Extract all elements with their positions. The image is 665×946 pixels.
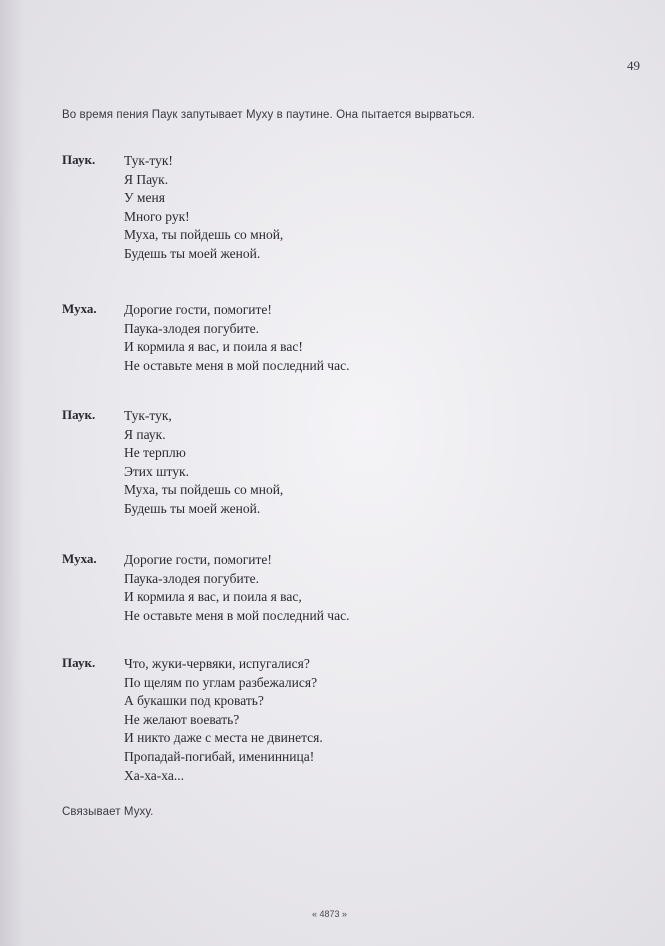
stage-direction-intro: Во время пения Паук запутывает Муху в паутине. Она пытается вырваться. bbox=[62, 109, 475, 121]
speech-line: Этих штук. bbox=[124, 463, 189, 479]
speech-line: Будешь ты моей женой. bbox=[124, 245, 261, 261]
speaker-name: Муха. bbox=[62, 551, 97, 566]
speech-line: Не терплю bbox=[124, 445, 186, 461]
speech-line: Будешь ты моей женой. bbox=[124, 500, 261, 516]
speaker-name: Паук. bbox=[62, 152, 96, 167]
page-gutter-shadow bbox=[0, 0, 24, 946]
speech-line: Паука-злодея погубите. bbox=[124, 320, 259, 336]
speech-line: Я Паук. bbox=[124, 171, 169, 187]
speech-line: И никто даже с места не двинется. bbox=[124, 730, 323, 746]
speech-lines bbox=[124, 551, 349, 625]
speech-line: По щелям по углам разбежалися? bbox=[124, 674, 318, 690]
speech-line: Муха, ты пойдешь со мной, bbox=[124, 482, 284, 498]
stage-direction-outro: Связывает Муху. bbox=[62, 806, 154, 818]
speech-line: Пропадай-погибай, именинница! bbox=[124, 748, 315, 764]
speech-line: Тук-тук, bbox=[124, 408, 172, 423]
speech-line: Тук-тук! bbox=[124, 153, 173, 168]
speech-line: Что, жуки-червяки, испугалися? bbox=[124, 656, 310, 671]
speech-line: Дорогие гости, помогите! bbox=[124, 552, 272, 567]
speech-line: И кормила я вас, и поила я вас! bbox=[124, 339, 303, 355]
speech-line: Не оставьте меня в мой последний час. bbox=[124, 357, 350, 373]
speech-line: Много рук! bbox=[124, 208, 190, 224]
speech-line: Не оставьте меня в мой последний час. bbox=[124, 607, 350, 623]
speech-lines bbox=[124, 152, 283, 264]
speech-line: Я паук. bbox=[124, 426, 166, 442]
speech-line: Дорогие гости, помогите! bbox=[124, 302, 272, 317]
speaker-name: Муха. bbox=[62, 301, 97, 316]
speech-line: И кормила я вас, и поила я вас, bbox=[124, 589, 302, 605]
speech-line: Муха, ты пойдешь со мной, bbox=[124, 227, 284, 243]
speaker-name: Паук. bbox=[62, 655, 96, 670]
speech-line: У меня bbox=[124, 190, 165, 206]
speech-line: Паука-злодея погубите. bbox=[124, 570, 259, 586]
speaker-name: Паук. bbox=[62, 407, 96, 422]
speech-lines bbox=[124, 655, 323, 785]
speech-line: А букашки под кровать? bbox=[124, 693, 264, 709]
speech-lines bbox=[124, 301, 349, 375]
speech-line: Ха-ха-ха... bbox=[124, 767, 184, 783]
speech-line: Не желают воевать? bbox=[124, 711, 240, 727]
speech-lines bbox=[124, 407, 283, 519]
page-number: 49 bbox=[627, 58, 640, 73]
footer-print-code: « 4873 » bbox=[312, 909, 348, 919]
